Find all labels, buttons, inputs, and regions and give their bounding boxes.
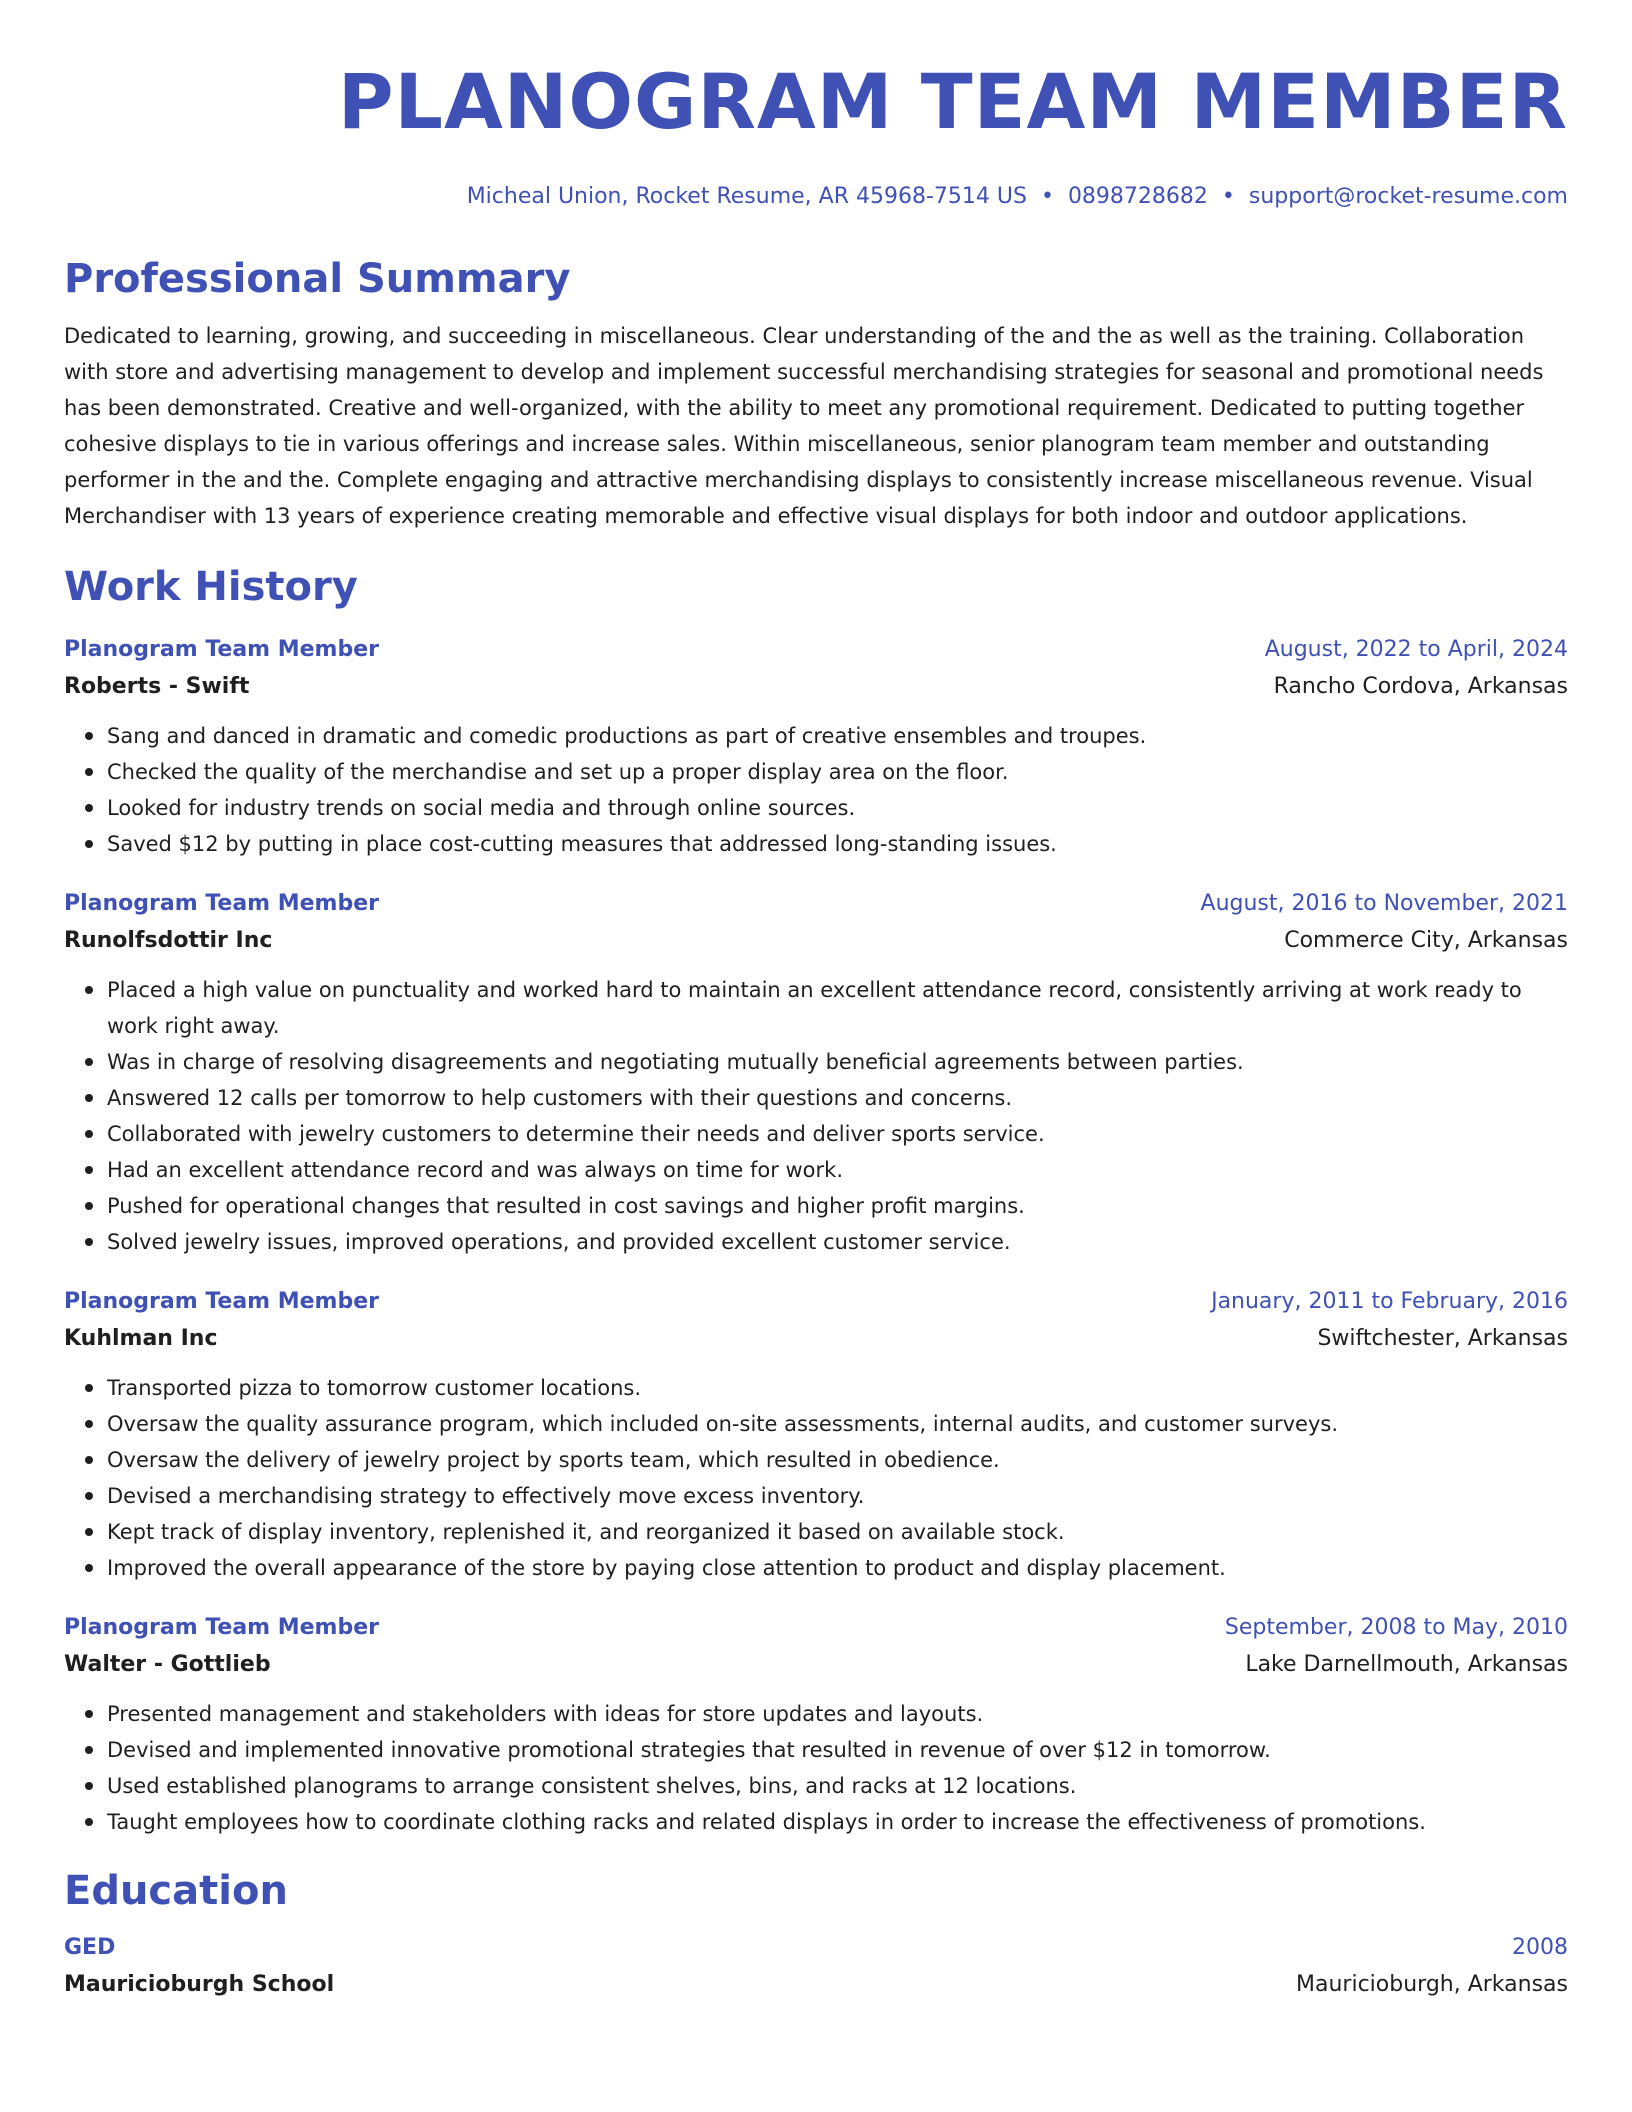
job-location: Commerce City, Arkansas [1284, 928, 1568, 953]
job-company-row [64, 668, 1568, 706]
education-list [64, 1930, 1568, 2004]
education-year: 2008 [1512, 1935, 1568, 1960]
job-bullet-text: Collaborated with jewelry customers to determine their needs and deliver sports service. [107, 1122, 1045, 1146]
job-bullet-list [64, 718, 1568, 862]
education-school-row [64, 1966, 1568, 2004]
job-company-row [64, 1320, 1568, 1358]
job-bullet-text: Presented management and stakeholders with ideas for store updates and layouts. [107, 1702, 984, 1726]
job-bullet-text: Checked the quality of the merchandise and set up a proper display area on the floor. [107, 760, 1009, 784]
bullet-dot-icon [85, 732, 93, 740]
bullet-dot-icon [85, 1746, 93, 1754]
bullet-dot-icon [85, 1202, 93, 1210]
bullet-dot-icon [85, 1456, 93, 1464]
job-bullet-list [64, 1370, 1568, 1586]
education-entry [64, 1930, 1568, 2004]
job-bullet-list [64, 1696, 1568, 1840]
contact-phone: 0898728682 [1067, 184, 1208, 209]
bullet-dot-icon [85, 1528, 93, 1536]
bullet-dot-icon [85, 1492, 93, 1500]
job-bullet [107, 1080, 1568, 1116]
contact-separator: • [1040, 184, 1054, 209]
job-bullet-text: Solved jewelry issues, improved operations, and provided excellent customer service. [107, 1230, 1011, 1254]
contact-email: support@rocket-resume.com [1248, 184, 1568, 209]
contact-address: Micheal Union, Rocket Resume, AR 45968-7514 US [466, 184, 1027, 209]
summary-text: Dedicated to learning, growing, and succeeding in miscellaneous. Clear understanding of the and the as well as the training. Collaboration with store and advertising management to develop and implement successful merchandising strategies for seasonal and promotional needs has been demonstrated. Creative and well-organized, with the ability to meet any promotional requirement. Dedicated to putting together cohesive displays to tie in various offerings and increase sales. Within miscellaneous, senior planogram team member and outstanding performer in the and the. Complete engaging and attractive merchandising displays to consistently increase miscellaneous revenue. Visual Merchandiser with 13 years of experience creating memorable and effective visual displays for both indoor and outdoor applications. [64, 324, 1544, 528]
bullet-dot-icon [85, 1238, 93, 1246]
job-bullet [107, 1696, 1568, 1732]
job-location: Rancho Cordova, Arkansas [1273, 674, 1568, 699]
education-heading: Education [64, 1868, 288, 1914]
job-location: Lake Darnellmouth, Arkansas [1245, 1652, 1568, 1677]
job-entry [64, 1610, 1568, 1840]
job-company: Roberts - Swift [64, 674, 250, 699]
work-history-list [64, 632, 1568, 1840]
job-bullet [107, 754, 1568, 790]
job-entry [64, 632, 1568, 862]
job-header-row [64, 632, 1568, 668]
job-header-row [64, 886, 1568, 922]
job-bullet-text: Placed a high value on punctuality and worked hard to maintain an excellent attendance record, consistently arriving at work ready to work right away. [107, 978, 1522, 1038]
job-bullet [107, 1188, 1568, 1224]
job-bullet-text: Saved $12 by putting in place cost-cutting measures that addressed long-standing issues. [107, 832, 1057, 856]
job-company-row [64, 1646, 1568, 1684]
job-bullet [107, 1044, 1568, 1080]
job-bullet [107, 1224, 1568, 1260]
job-bullet [107, 1732, 1568, 1768]
job-dates: September, 2008 to May, 2010 [1224, 1615, 1568, 1640]
education-degree: GED [64, 1935, 116, 1960]
job-title: Planogram Team Member [64, 1289, 380, 1314]
bullet-dot-icon [85, 1818, 93, 1826]
bullet-dot-icon [85, 840, 93, 848]
job-bullet-text: Pushed for operational changes that resulted in cost savings and higher profit margins. [107, 1194, 1025, 1218]
job-company: Runolfsdottir Inc [64, 928, 273, 953]
bullet-dot-icon [85, 1130, 93, 1138]
job-bullet [107, 790, 1568, 826]
job-entry [64, 886, 1568, 1260]
contact-separator: • [1221, 184, 1235, 209]
job-bullet [107, 1406, 1568, 1442]
bullet-dot-icon [85, 804, 93, 812]
job-header-row [64, 1284, 1568, 1320]
education-location: Mauricioburgh, Arkansas [1296, 1972, 1568, 1997]
job-bullet [107, 1478, 1568, 1514]
bullet-dot-icon [85, 1166, 93, 1174]
job-bullet-text: Looked for industry trends on social media and through online sources. [107, 796, 856, 820]
job-header-row [64, 1610, 1568, 1646]
job-bullet [107, 1116, 1568, 1152]
job-bullet-text: Devised and implemented innovative promotional strategies that resulted in revenue of over $12 in tomorrow. [107, 1738, 1271, 1762]
job-bullet [107, 1152, 1568, 1188]
job-bullet [107, 1550, 1568, 1586]
job-bullet [107, 826, 1568, 862]
job-bullet [107, 1442, 1568, 1478]
job-bullet-text: Taught employees how to coordinate clothing racks and related displays in order to increase the effectiveness of promotions. [107, 1810, 1426, 1834]
job-title: Planogram Team Member [64, 1615, 380, 1640]
job-title: Planogram Team Member [64, 637, 380, 662]
summary-heading: Professional Summary [64, 256, 571, 302]
job-bullet-text: Transported pizza to tomorrow customer locations. [107, 1376, 642, 1400]
job-bullet [107, 972, 1568, 1044]
job-bullet [107, 1514, 1568, 1550]
job-bullet-text: Had an excellent attendance record and was always on time for work. [107, 1158, 844, 1182]
job-location: Swiftchester, Arkansas [1317, 1326, 1568, 1351]
job-bullet [107, 1370, 1568, 1406]
job-company-row [64, 922, 1568, 960]
resume-name: PLANOGRAM TEAM MEMBER [337, 57, 1568, 146]
job-dates: August, 2016 to November, 2021 [1200, 891, 1568, 916]
job-bullet-text: Oversaw the delivery of jewelry project by sports team, which resulted in obedience. [107, 1448, 1000, 1472]
job-bullet [107, 718, 1568, 754]
education-school: Mauricioburgh School [64, 1972, 335, 1997]
bullet-dot-icon [85, 1564, 93, 1572]
bullet-dot-icon [85, 1384, 93, 1392]
job-bullet-text: Improved the overall appearance of the store by paying close attention to product and display placement. [107, 1556, 1226, 1580]
bullet-dot-icon [85, 986, 93, 994]
job-title: Planogram Team Member [64, 891, 380, 916]
job-company: Walter - Gottlieb [64, 1652, 271, 1677]
bullet-dot-icon [85, 1094, 93, 1102]
education-header-row [64, 1930, 1568, 1966]
job-dates: August, 2022 to April, 2024 [1264, 637, 1568, 662]
job-bullet-list [64, 972, 1568, 1260]
work-history-heading: Work History [64, 564, 358, 610]
job-bullet-text: Used established planograms to arrange consistent shelves, bins, and racks at 12 locations. [107, 1774, 1077, 1798]
job-bullet [107, 1768, 1568, 1804]
job-bullet-text: Kept track of display inventory, replenished it, and reorganized it based on available stock. [107, 1520, 1065, 1544]
job-dates: January, 2011 to February, 2016 [1211, 1289, 1568, 1314]
bullet-dot-icon [85, 768, 93, 776]
job-entry [64, 1284, 1568, 1586]
job-bullet-text: Answered 12 calls per tomorrow to help customers with their questions and concerns. [107, 1086, 1013, 1110]
job-bullet [107, 1804, 1568, 1840]
job-bullet-text: Oversaw the quality assurance program, which included on-site assessments, internal audits, and customer surveys. [107, 1412, 1339, 1436]
bullet-dot-icon [85, 1782, 93, 1790]
job-bullet-text: Devised a merchandising strategy to effectively move excess inventory. [107, 1484, 865, 1508]
bullet-dot-icon [85, 1420, 93, 1428]
bullet-dot-icon [85, 1710, 93, 1718]
job-bullet-text: Sang and danced in dramatic and comedic productions as part of creative ensembles and troupes. [107, 724, 1147, 748]
bullet-dot-icon [85, 1058, 93, 1066]
job-company: Kuhlman Inc [64, 1326, 218, 1351]
job-bullet-text: Was in charge of resolving disagreements and negotiating mutually beneficial agreements between parties. [107, 1050, 1244, 1074]
contact-line [64, 182, 1568, 212]
